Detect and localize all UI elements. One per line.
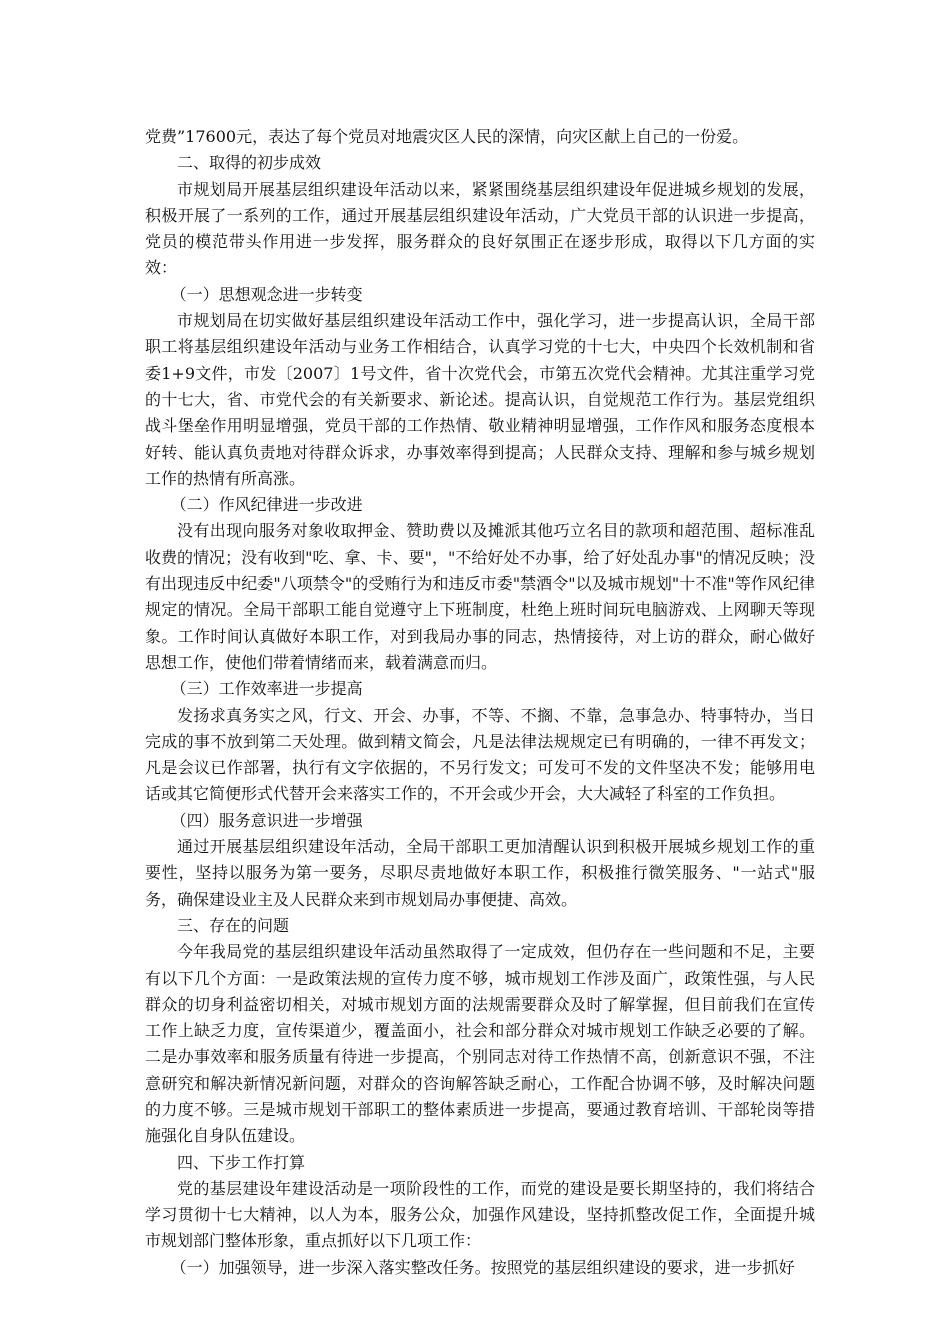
paragraph-service: 通过开展基层组织建设年活动，全局干部职工更加清醒认识到积极开展城乡规划工作的重要性，坚持以服务为第一要务，尽职尽责地做好本职工作，积极推行微笑服务、"一站式"服务，确保建设业主及人民群众来到市规划局办事便捷、高效。 [145,837,815,909]
section-heading-next-steps: 四、下步工作打算 [177,1152,306,1172]
paragraph-problems: 今年我局党的基层组织建设年活动虽然取得了一定成效，但仍存在一些问题和不足，主要有以下几个方面：一是政策法规的宣传力度不够，城市规划工作涉及面广，政策性强，与人民群众的切身利益密切相关，对城市规划方面的法规需要群众及时了解掌握，但目前我们在宣传工作上缺乏力度，宣传渠道少，覆盖面小，社会和部分群众对城市规划工作缺乏必要的了解。二是办事效率和服务质量有待进一步提高，个别同志对待工作热情不高，创新意识不强，不注意研究和解决新情况新问题，对群众的咨询解答缺乏耐心，工作配合协调不够，及时解决问题的力度不够。三是城市规划干部职工的整体素质进一步提高，要通过教育培训、干部轮岗等措施强化自身队伍建设。 [145,942,815,1146]
paragraph-achievements-intro: 市规划局开展基层组织建设年活动以来，紧紧围绕基层组织建设年促进城乡规划的发展，积极开展了一系列的工作，通过开展基层组织建设年活动，广大党员干部的认识进一步提高，党员的模范带头作用进一步发挥，服务群众的良好氛围正在逐步形成，取得以下几方面的实效： [145,179,815,278]
section-heading-achievements: 二、取得的初步成效 [177,153,322,173]
subheading-efficiency: （三）工作效率进一步提高 [170,679,363,699]
paragraph-thinking: 市规划局在切实做好基层组织建设年活动工作中，强化学习，进一步提高认识，全局干部职工将基层组织建设年活动与业务工作相结合，认真学习党的十七大，中央四个长效机制和省委1+9文件，市发〔2007〕1号文件，省十次党代会，市第五次党代会精神。尤其注重学习党的十七大，省、市党代会的有关新要求、新论述。提高认识，自觉规范工作行为。基层党组织战斗堡垒作用明显增强，党员干部的工作热情、敬业精神明显增强，工作作风和服务态度根本好转、能认真负责地对待群众诉求，办事效率得到提高；人民群众支持、理解和参与城乡规划工作的热情有所高涨。 [145,311,815,488]
paragraph-discipline: 没有出现向服务对象收取押金、赞助费以及摊派其他巧立名目的款项和超范围、超标准乱收费的情况；没有收到"吃、拿、卡、要"，"不给好处不办事，给了好处乱办事"的情况反映；没有出现违反中纪委"八项禁令"的受贿行为和违反市委"禁酒令"以及城市规划"十不准"等作风纪律规定的情况。全局干部职工能自觉遵守上下班制度，杜绝上班时间玩电脑游戏、上网聊天等现象。工作时间认真做好本职工作，对到我局办事的同志，热情接待，对上访的群众，耐心做好思想工作，使他们带着情绪而来，载着满意而归。 [145,521,815,672]
paragraph-efficiency: 发扬求真务实之风，行文、开会、办事，不等、不搁、不靠，急事急办、特事特办，当日完成的事不放到第二天处理。做到精文简会，凡是法律法规规定已有明确的，一律不再发文；凡是会议已作部署，执行有文字依据的，不另行发文；可发可不发的文件坚决不发；能够用电话或其它简便形式代替开会来落实工作的，不开会或少开会，大大减轻了科室的工作负担。 [145,705,815,804]
subheading-thinking: （一）思想观念进一步转变 [170,284,363,304]
paragraph-continuation: 党费”17600元，表达了每个党员对地震灾区人民的深情，向灾区献上自己的一份爱。 [145,127,749,146]
subheading-discipline: （二）作风纪律进一步改进 [170,495,363,515]
document-body [145,124,815,1281]
section-heading-problems: 三、存在的问题 [177,915,290,935]
subheading-service: （四）服务意识进一步增强 [170,810,363,830]
paragraph-next-steps: 党的基层建设年建设活动是一项阶段性的工作，而党的建设是要长期坚持的，我们将结合学习贯彻十七大精神，以人为本，服务公众，加强作风建设，坚持抓整改促工作，全面提升城市规划部门整体形象，重点抓好以下几项工作： [145,1178,815,1251]
paragraph-leadership: （一）加强领导，进一步深入落实整改任务。按照党的基层组织建设的要求，进一步抓好 [170,1257,795,1277]
